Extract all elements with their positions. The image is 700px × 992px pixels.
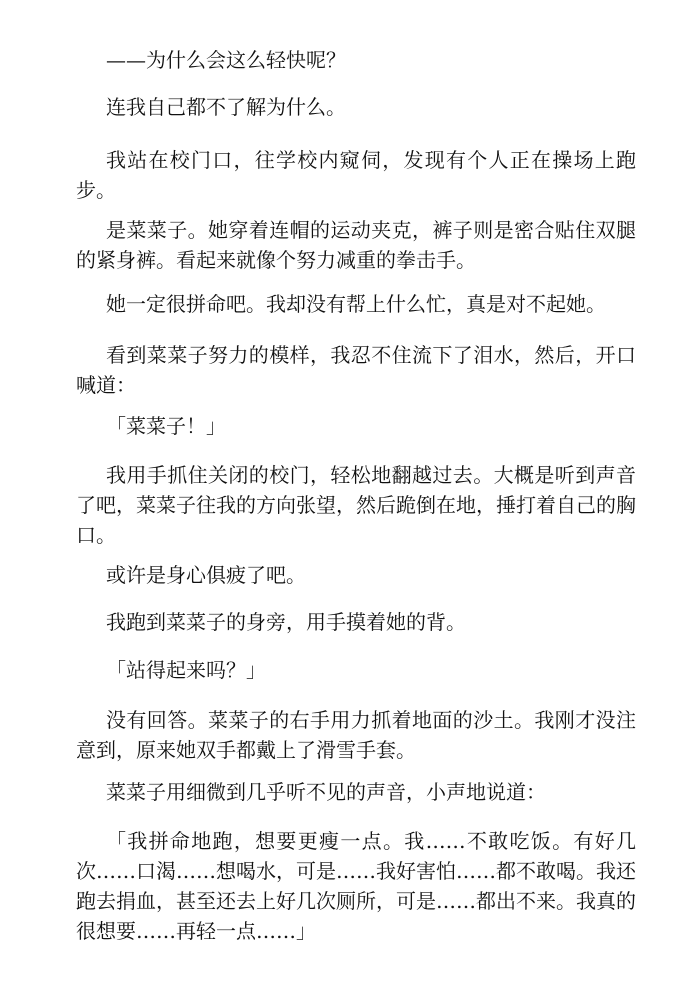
paragraph-8: 我用手抓住关闭的校门，轻松地翻越过去。大概是听到声音了吧，菜菜子往我的方向张望，然后跪倒在地，捶打着自己的胸口。 — [76, 463, 636, 547]
paragraph-4: 是菜菜子。她穿着连帽的运动夹克，裤子则是密合贴住双腿的紧身裤。看起来就像个努力减重的拳击手。 — [76, 218, 636, 272]
paragraph-12: 没有回答。菜菜子的右手用力抓着地面的沙土。我刚才没注意到，原来她双手都戴上了滑雪手套。 — [76, 708, 636, 762]
paragraph-7: 「菜菜子！」 — [106, 414, 226, 438]
paragraph-2: 连我自己都不了解为什么。 — [106, 95, 346, 119]
paragraph-9: 或许是身心俱疲了吧。 — [106, 563, 306, 587]
paragraph-14: 「我拼命地跑，想要更瘦一点。我……不敢吃饭。有好几次……口渴……想喝水，可是……我好害怕……都不敢喝。我还跑去捐血，甚至还去上好几次厕所，可是……都出不来。我真的很想要……再轻一点……」 — [76, 829, 636, 943]
paragraph-10: 我跑到菜菜子的身旁，用手摸着她的背。 — [106, 610, 466, 634]
paragraph-3: 我站在校门口，往学校内窥伺，发现有个人正在操场上跑步。 — [76, 148, 636, 202]
paragraph-13: 菜菜子用细微到几乎听不见的声音，小声地说道： — [106, 780, 546, 804]
paragraph-6: 看到菜菜子努力的模样，我忍不住流下了泪水，然后，开口喊道： — [76, 343, 636, 397]
paragraph-1: ——为什么会这么轻快呢？ — [106, 48, 346, 72]
paragraph-11: 「站得起来吗？」 — [106, 658, 266, 682]
paragraph-5: 她一定很拼命吧。我却没有帮上什么忙，真是对不起她。 — [106, 292, 606, 316]
